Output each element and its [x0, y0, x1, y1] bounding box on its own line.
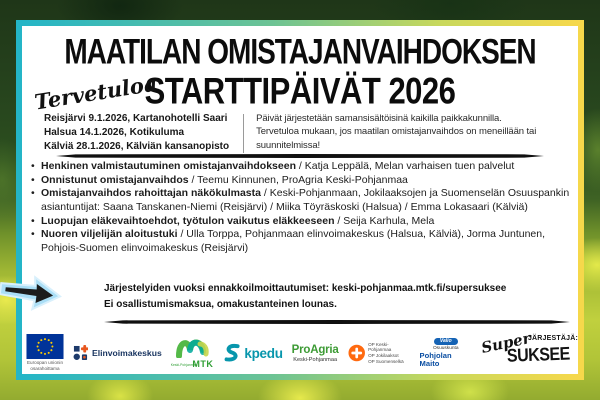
session-date: Kälviä 28.1.2026, Kälviän kansanopisto — [44, 141, 230, 153]
agenda-topic: Onnistunut omistajanvaihdos — [41, 173, 189, 186]
intro-paragraph: Päivät järjestetään samansisältöisinä kaikilla paikkakunnilla. Tervetuloa mukaan, jos maatilan omistajanvaihdos on meneillään tai suunnitelmissa! — [256, 113, 537, 151]
event-title-line2: STARTTIPÄIVÄT 2026 — [144, 70, 456, 112]
agenda-item — [30, 160, 576, 174]
mtk-logo — [171, 335, 216, 371]
agenda-item — [30, 228, 576, 255]
agenda-details: / Seija Karhula, Mela — [334, 214, 435, 227]
welcome-script: Tervetuloa — [32, 70, 159, 115]
kpedu-logo — [224, 343, 282, 363]
registration-line2: Ei osallistumismaksua, omakustanteinen lounas. — [104, 298, 337, 310]
eu-logo — [26, 334, 64, 371]
session-dates — [44, 112, 229, 155]
pohjolan-maito-logo — [420, 338, 472, 368]
registration-note — [104, 281, 574, 312]
proagria-region-label: Keski-Pohjanmaa — [293, 356, 338, 363]
event-title-line1: MAATILAN OMISTAJANVAIHDOKSEN — [64, 32, 536, 71]
suksee-main-label: SUKSEE — [506, 344, 571, 367]
info-row — [44, 112, 568, 155]
mtk-label: MTK — [192, 359, 214, 369]
flyer-card — [16, 20, 584, 380]
eu-caption-line1: Euroopan unionin — [26, 360, 63, 366]
arrow-icon — [0, 274, 64, 316]
agenda-topic: Luopujan eläkevaihtoehdot, työtulon vaikutus eläkkeeseen — [41, 214, 335, 227]
op-bank-names — [368, 342, 410, 364]
kpedu-label: kpedu — [244, 345, 283, 361]
maito-name-label: Pohjolan Maito — [419, 350, 452, 368]
op-bank-line: OP Keski-Pohjanmaa — [368, 341, 392, 352]
agenda-topic: Henkinen valmistautuminen omistajanvaihdokseen — [41, 160, 296, 172]
agenda-details: / Teemu Kinnunen, ProAgria Keski-Pohjanmaa — [188, 173, 408, 186]
divider-top — [56, 154, 544, 158]
op-logo — [348, 342, 411, 364]
organizer-label: JÄRJESTÄJÄ: — [527, 335, 578, 342]
eu-caption-line2: osarahoittama — [30, 366, 60, 371]
proagria-logo — [292, 344, 339, 363]
logo-row — [26, 328, 578, 378]
eu-caption — [27, 360, 63, 371]
op-icon — [348, 344, 365, 362]
agenda-topic: Nuoren viljelijän aloitustuki — [41, 228, 178, 241]
op-bank-line: OP Jokilaaksot — [368, 353, 399, 358]
divider-bottom — [104, 320, 570, 324]
agenda-item — [30, 174, 576, 188]
agenda-details: / Keski-Pohjanmaan, Jokilaaksojen ja Suomenselän Osuuspankin asiantuntijat: Saana Tanskanen-Niemi (Reisjärvi) / Miika Töyräskoski (Halsua) / Emma Lokasaari (Kälviä) — [41, 187, 570, 213]
op-bank-line: OP Suomenselkä — [368, 359, 404, 365]
proagria-label: ProAgria — [291, 343, 339, 356]
suksee-super-script: Super — [479, 329, 532, 357]
mtk-icon — [176, 336, 210, 358]
session-date: Halsua 14.1.2026, Kotikuluma — [44, 127, 185, 139]
vertical-divider — [243, 114, 244, 153]
agenda-details: / Katja Leppälä, Melan varhaisen tuen palvelut — [296, 160, 515, 172]
session-date: Reisjärvi 9.1.2026, Kartanohotelli Saari — [44, 113, 228, 124]
elinvoimakeskus-icon — [73, 345, 88, 361]
kpedu-icon — [224, 343, 241, 363]
agenda-topic: Omistajanvaihdos rahoittajan näkökulmasta — [41, 187, 261, 200]
agenda-item — [30, 215, 576, 229]
registration-line1: Järjestelyiden vuoksi ennakkoilmoittautumiset: keski-pohjanmaa.mtk.fi/supersuksee — [104, 283, 507, 294]
elinvoimakeskus-label: Elinvoimakeskus — [92, 348, 162, 358]
agenda-list — [30, 160, 576, 255]
mtk-region-label: Keski-Pohjanmaa — [170, 363, 198, 367]
agenda-item — [30, 187, 576, 214]
valio-icon: Valio — [434, 338, 458, 346]
eu-flag-icon — [26, 334, 64, 359]
elinvoimakeskus-logo — [73, 345, 162, 361]
maito-co-label: Osuuskunta — [432, 346, 459, 352]
supersuksee-logo — [479, 329, 578, 374]
agenda-details: / Ulla Torppa, Pohjanmaan elinvoimakeskus (Halsua, Kälviä), Jorma Juntunen, Pohjois-Suomen elinvoimakeskus (Reisjärvi) — [41, 228, 546, 254]
